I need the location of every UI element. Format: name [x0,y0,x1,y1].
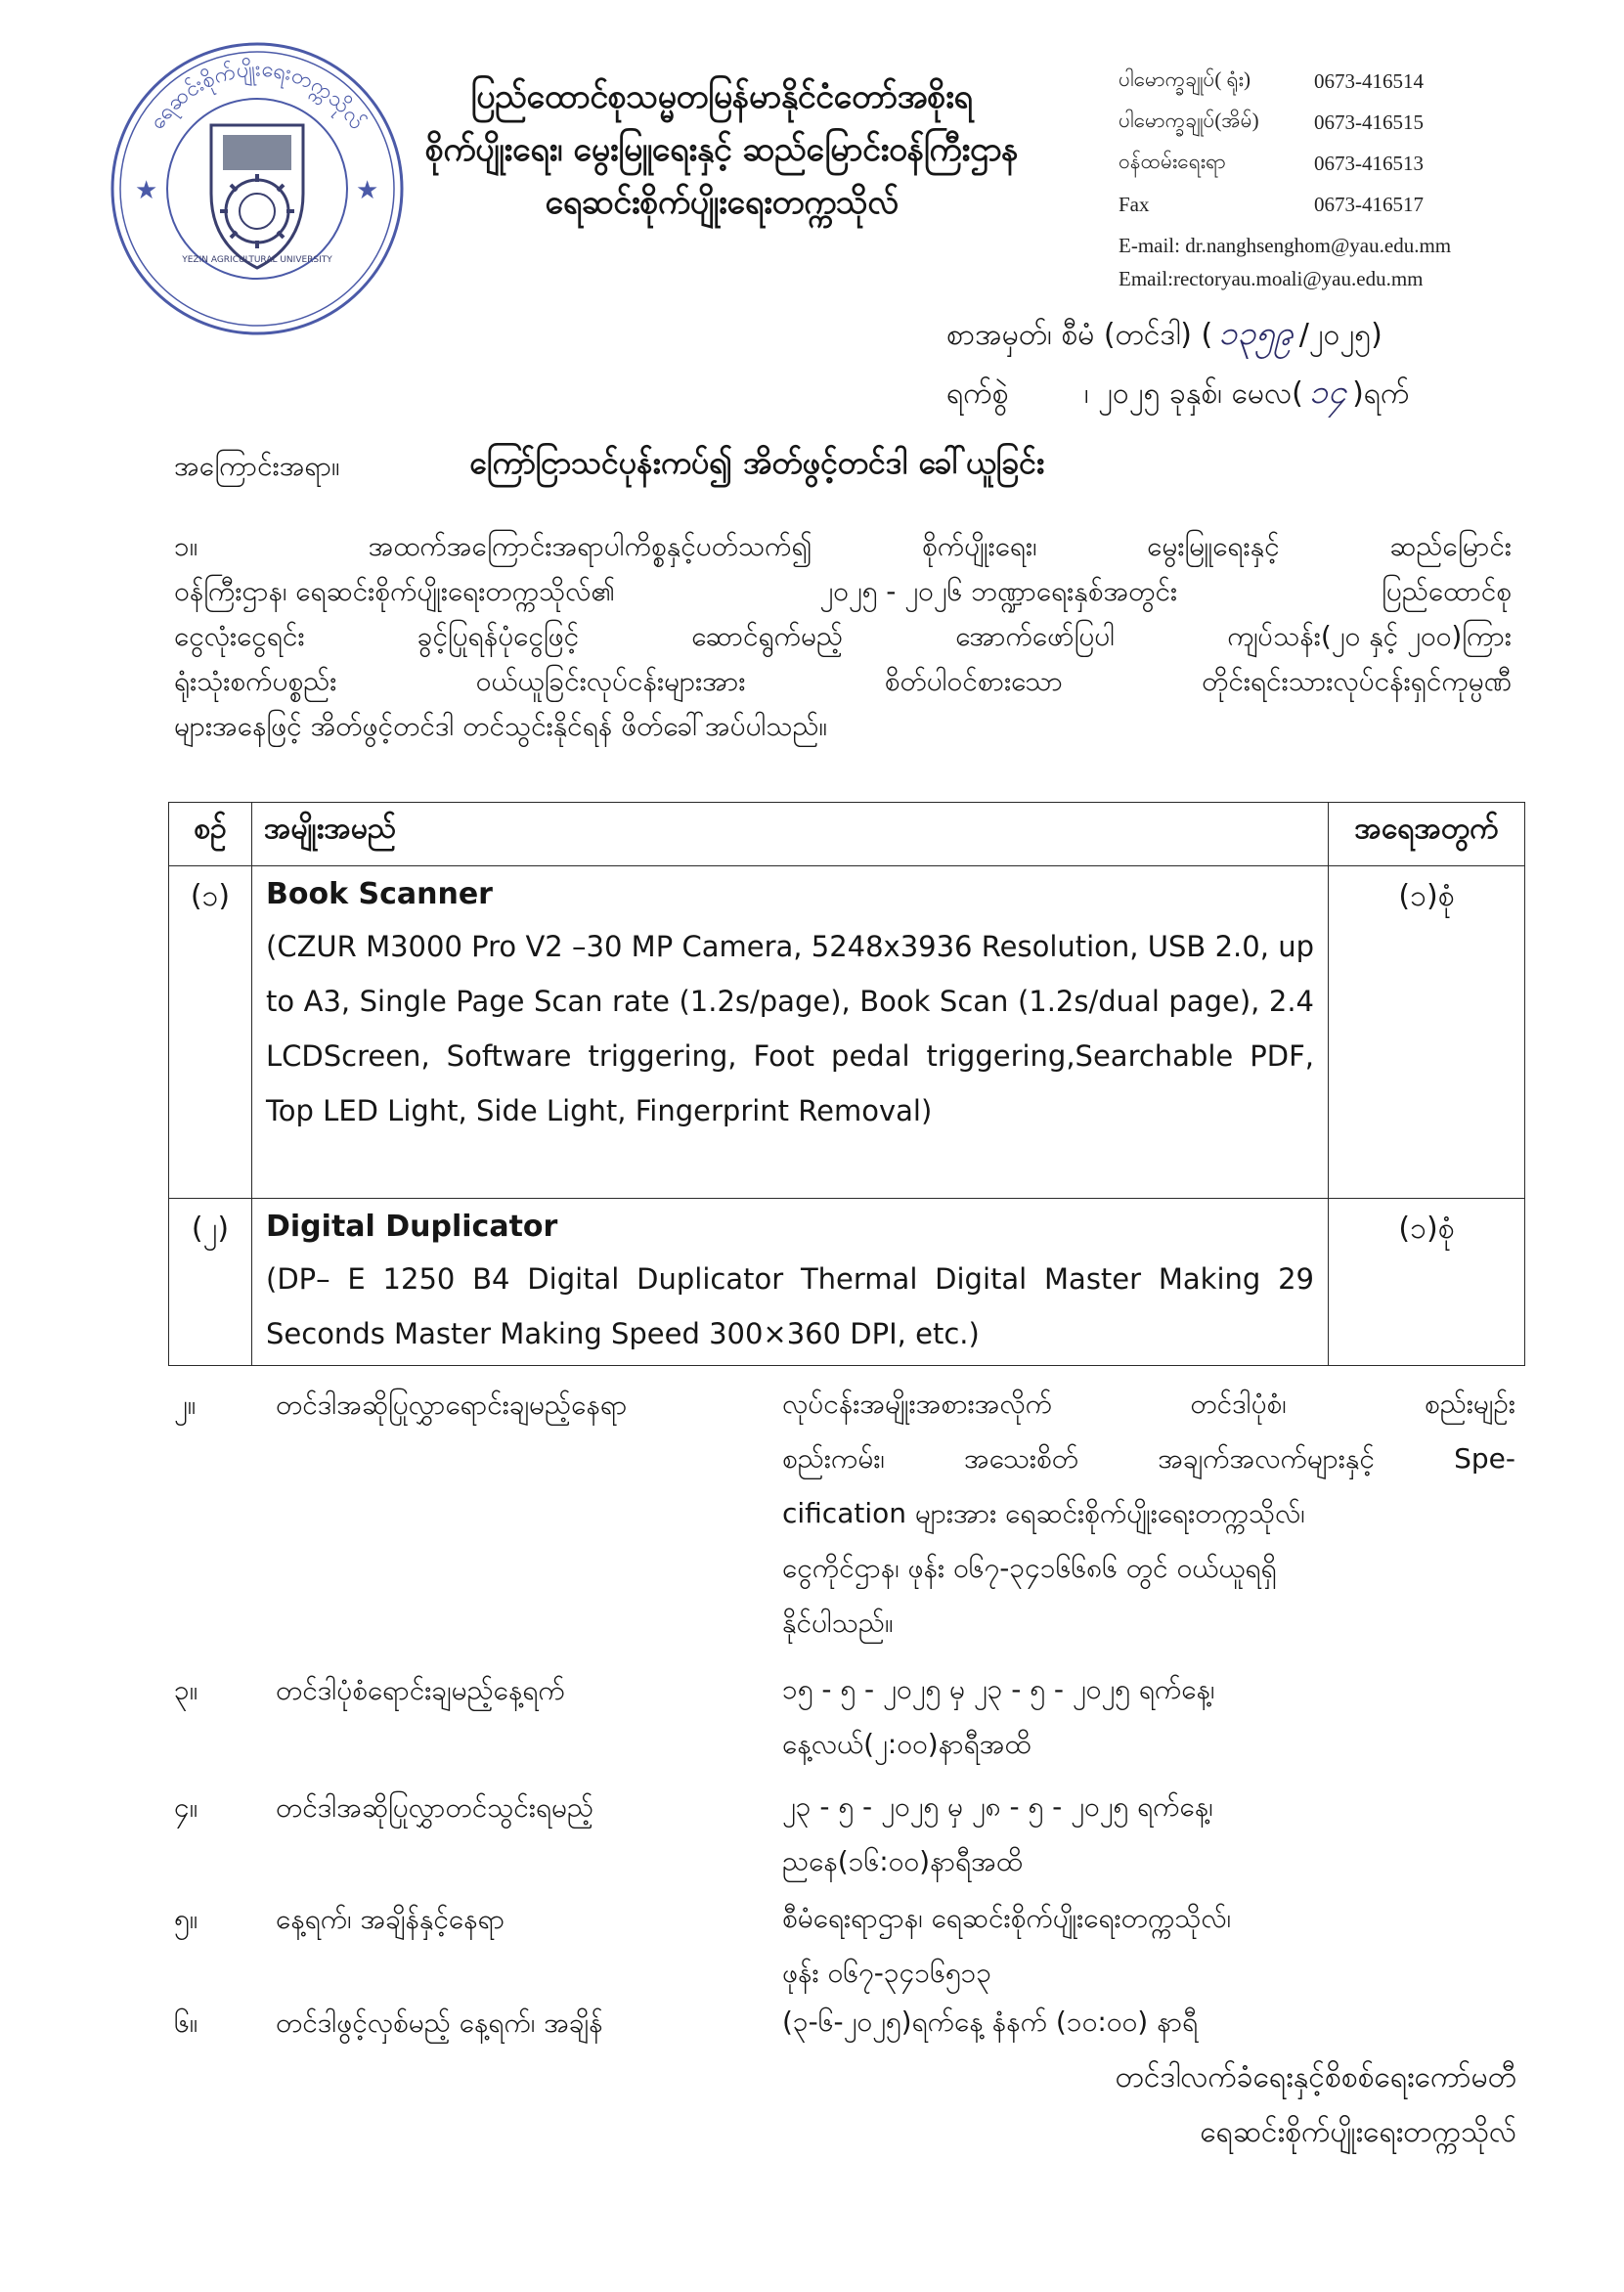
contact-email-1: E-mail: dr.nanghsenghom@yau.edu.mm [1119,233,1452,257]
paragraph-number: ၁။ [174,530,198,562]
paragraph-word: ရုံးသုံးစက်ပစ္စည်း [174,665,337,697]
detail-word: စည်းမျဉ်း [1425,1388,1515,1420]
table-row [169,1199,1525,1366]
paragraph-line [174,704,1512,749]
row-serial: (၁) [169,866,252,1199]
paragraph-word: ပြည်ထောင်စု [1382,575,1512,607]
date-label: ရက်စွဲ [946,376,1009,411]
detail-value [782,1891,1515,2001]
detail-line [782,1377,1515,1432]
detail-line: ၂၃ - ၅ - ၂၀၂၅ မှ ၂၈ - ၅ - ၂၀၂၅ ရက်နေ့၊ [782,1790,1213,1823]
paragraph-word: မွေးမြူရေးနှင့် [1147,530,1280,562]
detail-word: တင်ဒါပုံစံ၊ [1190,1388,1287,1420]
paragraph-line [174,614,1512,659]
paragraph-word: ဝယ်ယူခြင်းလုပ်ငန်းများအား [475,665,746,697]
contact-block [1119,61,1607,295]
detail-label: နေ့ရက်၊ အချိန်နှင့်နေရာ [276,1903,505,1935]
items-table [168,802,1525,1366]
row-description [252,1199,1329,1366]
paragraph-word: ဆည်မြောင်း [1389,530,1512,562]
table-row [169,866,1525,1199]
reference-number: ၁၃၅၉ [1218,314,1294,353]
detail-value [782,1662,1515,1772]
item-name: Digital Duplicator [266,1210,558,1244]
paragraph-word: ဆောင်ရွက်မည့် [691,620,844,652]
svg-text:★: ★ [356,176,379,205]
detail-value [782,1377,1515,1651]
detail-word: လုပ်ငန်းအမျိုးအစားအလိုက် [782,1388,1053,1420]
contact-email-2: Email:rectoryau.moali@yau.edu.mm [1119,266,1424,290]
detail-line: ဖုန်း ၀၆၇-၃၄၁၆၅၁၃ [782,1957,992,1989]
paragraph-word: စိတ်ပါဝင်စားသော [884,665,1063,697]
item-name: Book Scanner [266,877,493,911]
contact-row [1119,184,1607,225]
contact-phone: 0673-416515 [1314,110,1424,134]
detail-line: ၁၅ - ၅ - ၂၀၂၅ မှ ၂၃ - ၅ - ၂၀၂၅ ရက်နေ့၊ [782,1673,1215,1705]
detail-number: ၆။ [174,2006,198,2039]
body-paragraph [174,524,1512,749]
contact-row [1119,143,1607,184]
subject-label: အကြောင်းအရာ။ [174,450,340,482]
detail-number: ၂။ [174,1388,197,1421]
reference-number-line [946,311,1383,361]
signature-committee: တင်ဒါလက်ခံရေးနှင့်စိစစ်ရေးကော်မတီ [1115,2060,1516,2094]
subject-title: ကြော်ငြာသင်ပုန်းကပ်၍ အိတ်ဖွင့်တင်ဒါ ခေါ်ယူခြင်း [469,444,1045,481]
date-day: ၁၄ [1308,373,1347,412]
detail-label: တင်ဒါဖွင့်လှစ်မည့် နေ့ရက်၊ အချိန် [276,2006,603,2039]
row-quantity: (၁)စုံ [1329,1199,1525,1366]
seal-emblem-text: YEZIN AGRICULTURAL UNIVERSITY [182,255,332,265]
detail-word: Spe- [1454,1442,1515,1475]
detail-label: တင်ဒါပုံစံရောင်းချမည့်နေ့ရက် [276,1674,565,1706]
paragraph-word: စိုက်ပျိုးရေး၊ [922,530,1037,562]
signature-university: ရေဆင်းစိုက်ပျိုးရေးတက္ကသိုလ် [1200,2115,1516,2149]
table-header-row [169,803,1525,866]
detail-line [782,1432,1515,1486]
paragraph-line [174,524,1512,569]
contact-phone: 0673-416514 [1314,68,1424,93]
detail-line: နေ့လယ်(၂:၀၀)နာရီအထိ [782,1728,1031,1760]
detail-number: ၃။ [174,1674,198,1706]
reference-prefix: စာအမှတ်၊ စီမံ (တင်ဒါ) ( [946,318,1213,352]
contact-row [1119,61,1607,102]
paragraph-word: ကျပ်သန်း(၂၀ နှင့် ၂၀၀)ကြား [1227,620,1512,652]
letterhead-government: ပြည်ထောင်စုသမ္မတမြန်မာနိုင်ငံတော်အစိုးရ [470,77,973,116]
letterhead-ministry: စိုက်ပျိုးရေး၊ မွေးမြူရေးနှင့် ဆည်မြောင်းဝန်ကြီးဌာန [424,130,1019,169]
contact-label: Fax [1119,192,1150,216]
detail-label: တင်ဒါအဆိုပြုလွှာရောင်းချမည့်နေရာ [276,1388,628,1421]
detail-word: အချက်အလက်များနှင့် [1158,1442,1375,1475]
paragraph-word: ငွေလုံးငွေရင်း [174,620,305,652]
detail-number: ၄။ [174,1791,198,1824]
paragraph-word: အောက်ဖော်ပြပါ [955,620,1116,652]
reference-date-line [946,370,1409,419]
detail-number: ၅။ [174,1903,198,1935]
header-quantity: အရေအတွက် [1329,803,1525,866]
contact-row [1119,102,1607,143]
contact-label: ပါမောက္ခချုပ်( ရုံး) [1119,66,1251,91]
detail-word: အသေးစိတ် [964,1442,1079,1475]
row-quantity: (၁)စုံ [1329,866,1525,1199]
item-spec: (CZUR M3000 Pro V2 –30 MP Camera, 5248x3936 Resolution, USB 2.0, up to A3, Single Page Scan rate (1.2s/page), Book Scan (1.2s/dual page), 2.4 LCDScreen, Software triggering, Foot pedal triggering,Searchable PDF, Top LED Light, Side Light, Fingerprint Removal) [266,930,1314,1127]
header-item-name: အမျိုးအမည် [252,803,1329,866]
date-text: ၊ ၂၀၂၅ ခုနှစ်၊ မေလ( [1084,376,1303,411]
letterhead-university: ရေဆင်းစိုက်ပျိုးရေးတက္ကသိုလ် [545,183,899,222]
detail-line: ညနေ(၁၆:၀၀)နာရီအထိ [782,1845,1023,1877]
paragraph-word: အထက်အကြောင်းအရာပါကိစ္စနှင့်ပတ်သက်၍ [368,530,812,562]
paragraph-word: တိုင်းရင်းသားလုပ်ငန်းရှင်ကုမ္ပဏီ [1202,665,1512,697]
detail-word: စည်းကမ်း၊ [782,1442,885,1475]
paragraph-word: ခွင့်ပြုရန်ပုံငွေဖြင့် [417,620,580,652]
detail-line: (၃-၆-၂၀၂၅)ရက်နေ့ နံနက် (၁၀:၀၀) နာရီ [782,2006,1199,2038]
paragraph-word: ဝန်ကြီးဌာန၊ ရေဆင်းစိုက်ပျိုးရေးတက္ကသိုလ်၏ [174,575,616,607]
paragraph-word: ၂၀၂၅ - ၂၀၂၆ ဘဏ္ဍာရေးနှစ်အတွင်း [819,575,1178,607]
seal-ring-text: ရေဆင်းစိုက်ပျိုးရေးတက္ကသိုလ် [145,57,370,135]
svg-text:★: ★ [135,176,158,205]
detail-line: နိုင်ပါသည်။ [782,1607,894,1639]
paragraph-line [174,659,1512,704]
row-serial: (၂) [169,1199,252,1366]
university-seal [106,37,409,340]
paragraph-line [174,569,1512,614]
detail-line: cification များအား ရေဆင်းစိုက်ပျိုးရေးတက္ကသိုလ်၊ [782,1497,1305,1529]
detail-value [782,1995,1515,2050]
paragraph-word: များအနေဖြင့် အိတ်ဖွင့်တင်ဒါ တင်သွင်းနိုင်ရန် ဖိတ်ခေါ်အပ်ပါသည်။ [174,710,828,742]
item-spec: (DP– E 1250 B4 Digital Duplicator Thermal Digital Master Making 29 Seconds Master Making Speed 300×360 DPI, etc.) [266,1262,1314,1350]
detail-label: တင်ဒါအဆိုပြုလွှာတင်သွင်းရမည့် [276,1791,594,1824]
contact-phone: 0673-416513 [1314,151,1424,175]
reference-suffix: /၂၀၂၅) [1298,318,1383,352]
header-serial: စဉ် [169,803,252,866]
row-description [252,866,1329,1199]
detail-line: ငွေကိုင်ဌာန၊ ဖုန်း ၀၆၇-၃၄၁၆၆၈၆ တွင် ဝယ်ယူရရှိ [782,1552,1277,1584]
detail-value [782,1780,1515,1889]
contact-label: ဝန်ထမ်းရေးရာ [1119,149,1226,173]
detail-line: စီမံရေးရာဌာန၊ ရေဆင်းစိုက်ပျိုးရေးတက္ကသိုလ်၊ [782,1902,1232,1934]
contact-label: ပါမောက္ခချုပ်(အိမ်) [1119,108,1259,132]
contact-fax: 0673-416517 [1314,192,1424,216]
date-suffix: )ရက် [1352,376,1410,411]
